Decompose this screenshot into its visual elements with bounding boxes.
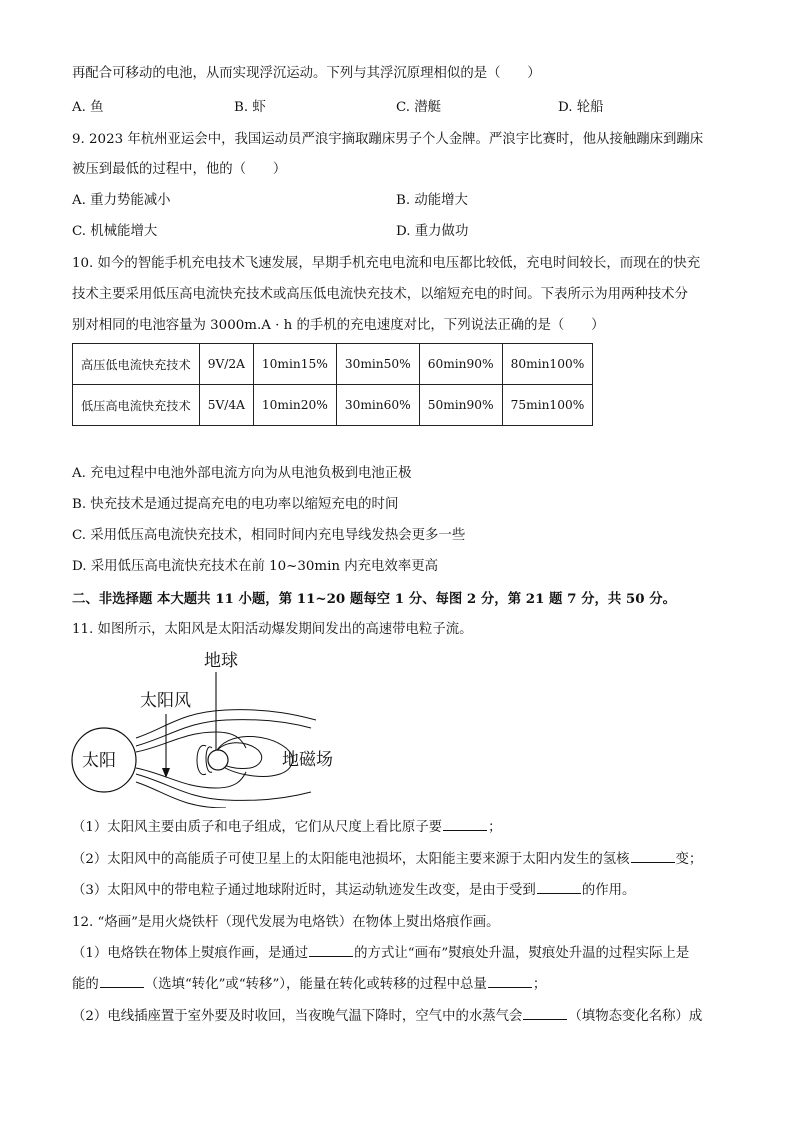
q8-option-b: B. 虾 [234,100,266,115]
answer-blank[interactable] [631,850,675,863]
q11-part2-tail: 变； [675,852,703,867]
table-cell: 10min20% [253,385,336,426]
answer-blank[interactable] [488,975,532,988]
q11-part2 [72,850,702,870]
q11-part1-text: （1）太阳风主要由质子和电子组成，它们从尺度上看比原子要 [72,820,443,835]
q9-stem-line1: 9. 2023 年杭州亚运会中，我国运动员严浪宇摘取蹦床男子个人金牌。严浪宇比赛时，他从接触蹦床到蹦床 [72,132,704,147]
solar-wind-label: 太阳风 [140,691,191,711]
q12-part1-line2 [72,975,546,995]
q8-stem-tail: 再配合可移动的电池，从而实现浮沉运动。下列与其浮沉原理相似的是（ ） [72,66,541,81]
q12-part1-text3: 能的 [72,977,99,992]
q11-part1-tail: ； [488,820,502,835]
q10-option-d: D. 采用低压高电流快充技术在前 10~30min 内充电效率更高 [72,559,438,574]
q11-part2-text: （2）太阳风中的高能质子可使卫星上的太阳能电池损坏，太阳能主要来源于太阳内发生的氢核 [72,852,630,867]
q11-part3 [72,881,635,901]
q12-part2-text: （2）电线插座置于室外要及时收回，当夜晚气温下降时，空气中的水蒸气会 [72,1009,523,1024]
q10-option-a: A. 充电过程中电池外部电流方向为从电池负极到电池正极 [72,466,412,481]
q9-option-d: D. 重力做功 [396,224,469,239]
q8-option-c: C. 潜艇 [396,100,442,115]
table-cell: 低压高电流快充技术 [73,385,200,426]
table-row [73,344,593,385]
q10-option-c: C. 采用低压高电流快充技术，相同时间内充电导线发热会更多一些 [72,528,466,543]
q9-option-c: C. 机械能增大 [72,224,158,239]
q11-part3-tail: 的作用。 [581,883,636,898]
q8-option-a: A. 鱼 [72,100,104,115]
q10-option-b: B. 快充技术是通过提高充电的电功率以缩短充电的时间 [72,497,399,512]
q12-part1-tail: ； [532,977,547,992]
table-cell: 5V/4A [199,385,253,426]
answer-blank[interactable] [443,818,487,831]
table-cell: 高压低电流快充技术 [73,344,200,385]
solar-wind-figure [66,648,356,808]
q11-part1 [72,818,501,838]
q10-stem-line2: 技术主要采用低压高电流快充技术或高压低电流快充技术，以缩短充电的时间。下表所示为用两种技术分 [72,287,688,302]
answer-blank[interactable] [100,975,144,988]
q11-stem: 11. 如图所示，太阳风是太阳活动爆发期间发出的高速带电粒子流。 [72,622,473,637]
table-cell: 9V/2A [199,344,253,385]
q9-option-b: B. 动能增大 [396,193,468,208]
table-cell: 60min90% [419,344,502,385]
magnetic-field-label: 地磁场 [282,750,333,770]
table-cell: 30min50% [336,344,419,385]
earth-label: 地球 [204,651,238,671]
answer-blank[interactable] [537,881,581,894]
q10-stem-line3: 别对相同的电池容量为 3000m.A · h 的手机的充电速度对比，下列说法正确的是（ ） [72,318,605,333]
q11-part3-text: （3）太阳风中的带电粒子通过地球附近时，其运动轨迹发生改变，是由于受到 [72,883,536,898]
q9-option-a: A. 重力势能减小 [72,193,171,208]
earth-circle [208,750,228,770]
table-cell: 10min15% [253,344,336,385]
q8-option-d: D. 轮船 [558,100,604,115]
q12-part1-text2: 的方式让“画布”熨痕处升温，熨痕处升温的过程实际上是 [354,946,690,961]
section-heading: 二、非选择题 本大题共 11 小题，第 11~20 题每空 1 分、每图 2 分，第 21 题 7 分，共 50 分。 [72,591,676,607]
answer-blank[interactable] [523,1007,567,1020]
q9-stem-line2: 被压到最低的过程中，他的（ ） [72,162,287,177]
table-cell: 75min100% [502,385,593,426]
charging-comparison-table [72,343,593,426]
q12-stem: 12. “烙画”是用火烧铁杆（现代发展为电烙铁）在物体上熨出烙痕作画。 [72,915,500,930]
q12-part2-tail: （填物态变化名称）成 [568,1009,703,1024]
q12-part1-line1 [72,944,689,964]
table-cell: 80min100% [502,344,593,385]
sun-label: 太阳 [82,751,116,771]
q12-part1-text4: （选填“转化”或“转移”），能量在转化或转移的过程中总量 [144,977,487,992]
answer-blank[interactable] [309,944,353,957]
table-cell: 50min90% [419,385,502,426]
q10-stem-line1: 10. 如今的智能手机充电技术飞速发展，早期手机充电电流和电压都比较低，充电时间较长，而现在的快充 [72,256,701,271]
table-row [73,385,593,426]
q12-part1-text: （1）电烙铁在物体上熨痕作画，是通过 [72,946,309,961]
table-cell: 30min60% [336,385,419,426]
q12-part2 [72,1007,702,1027]
